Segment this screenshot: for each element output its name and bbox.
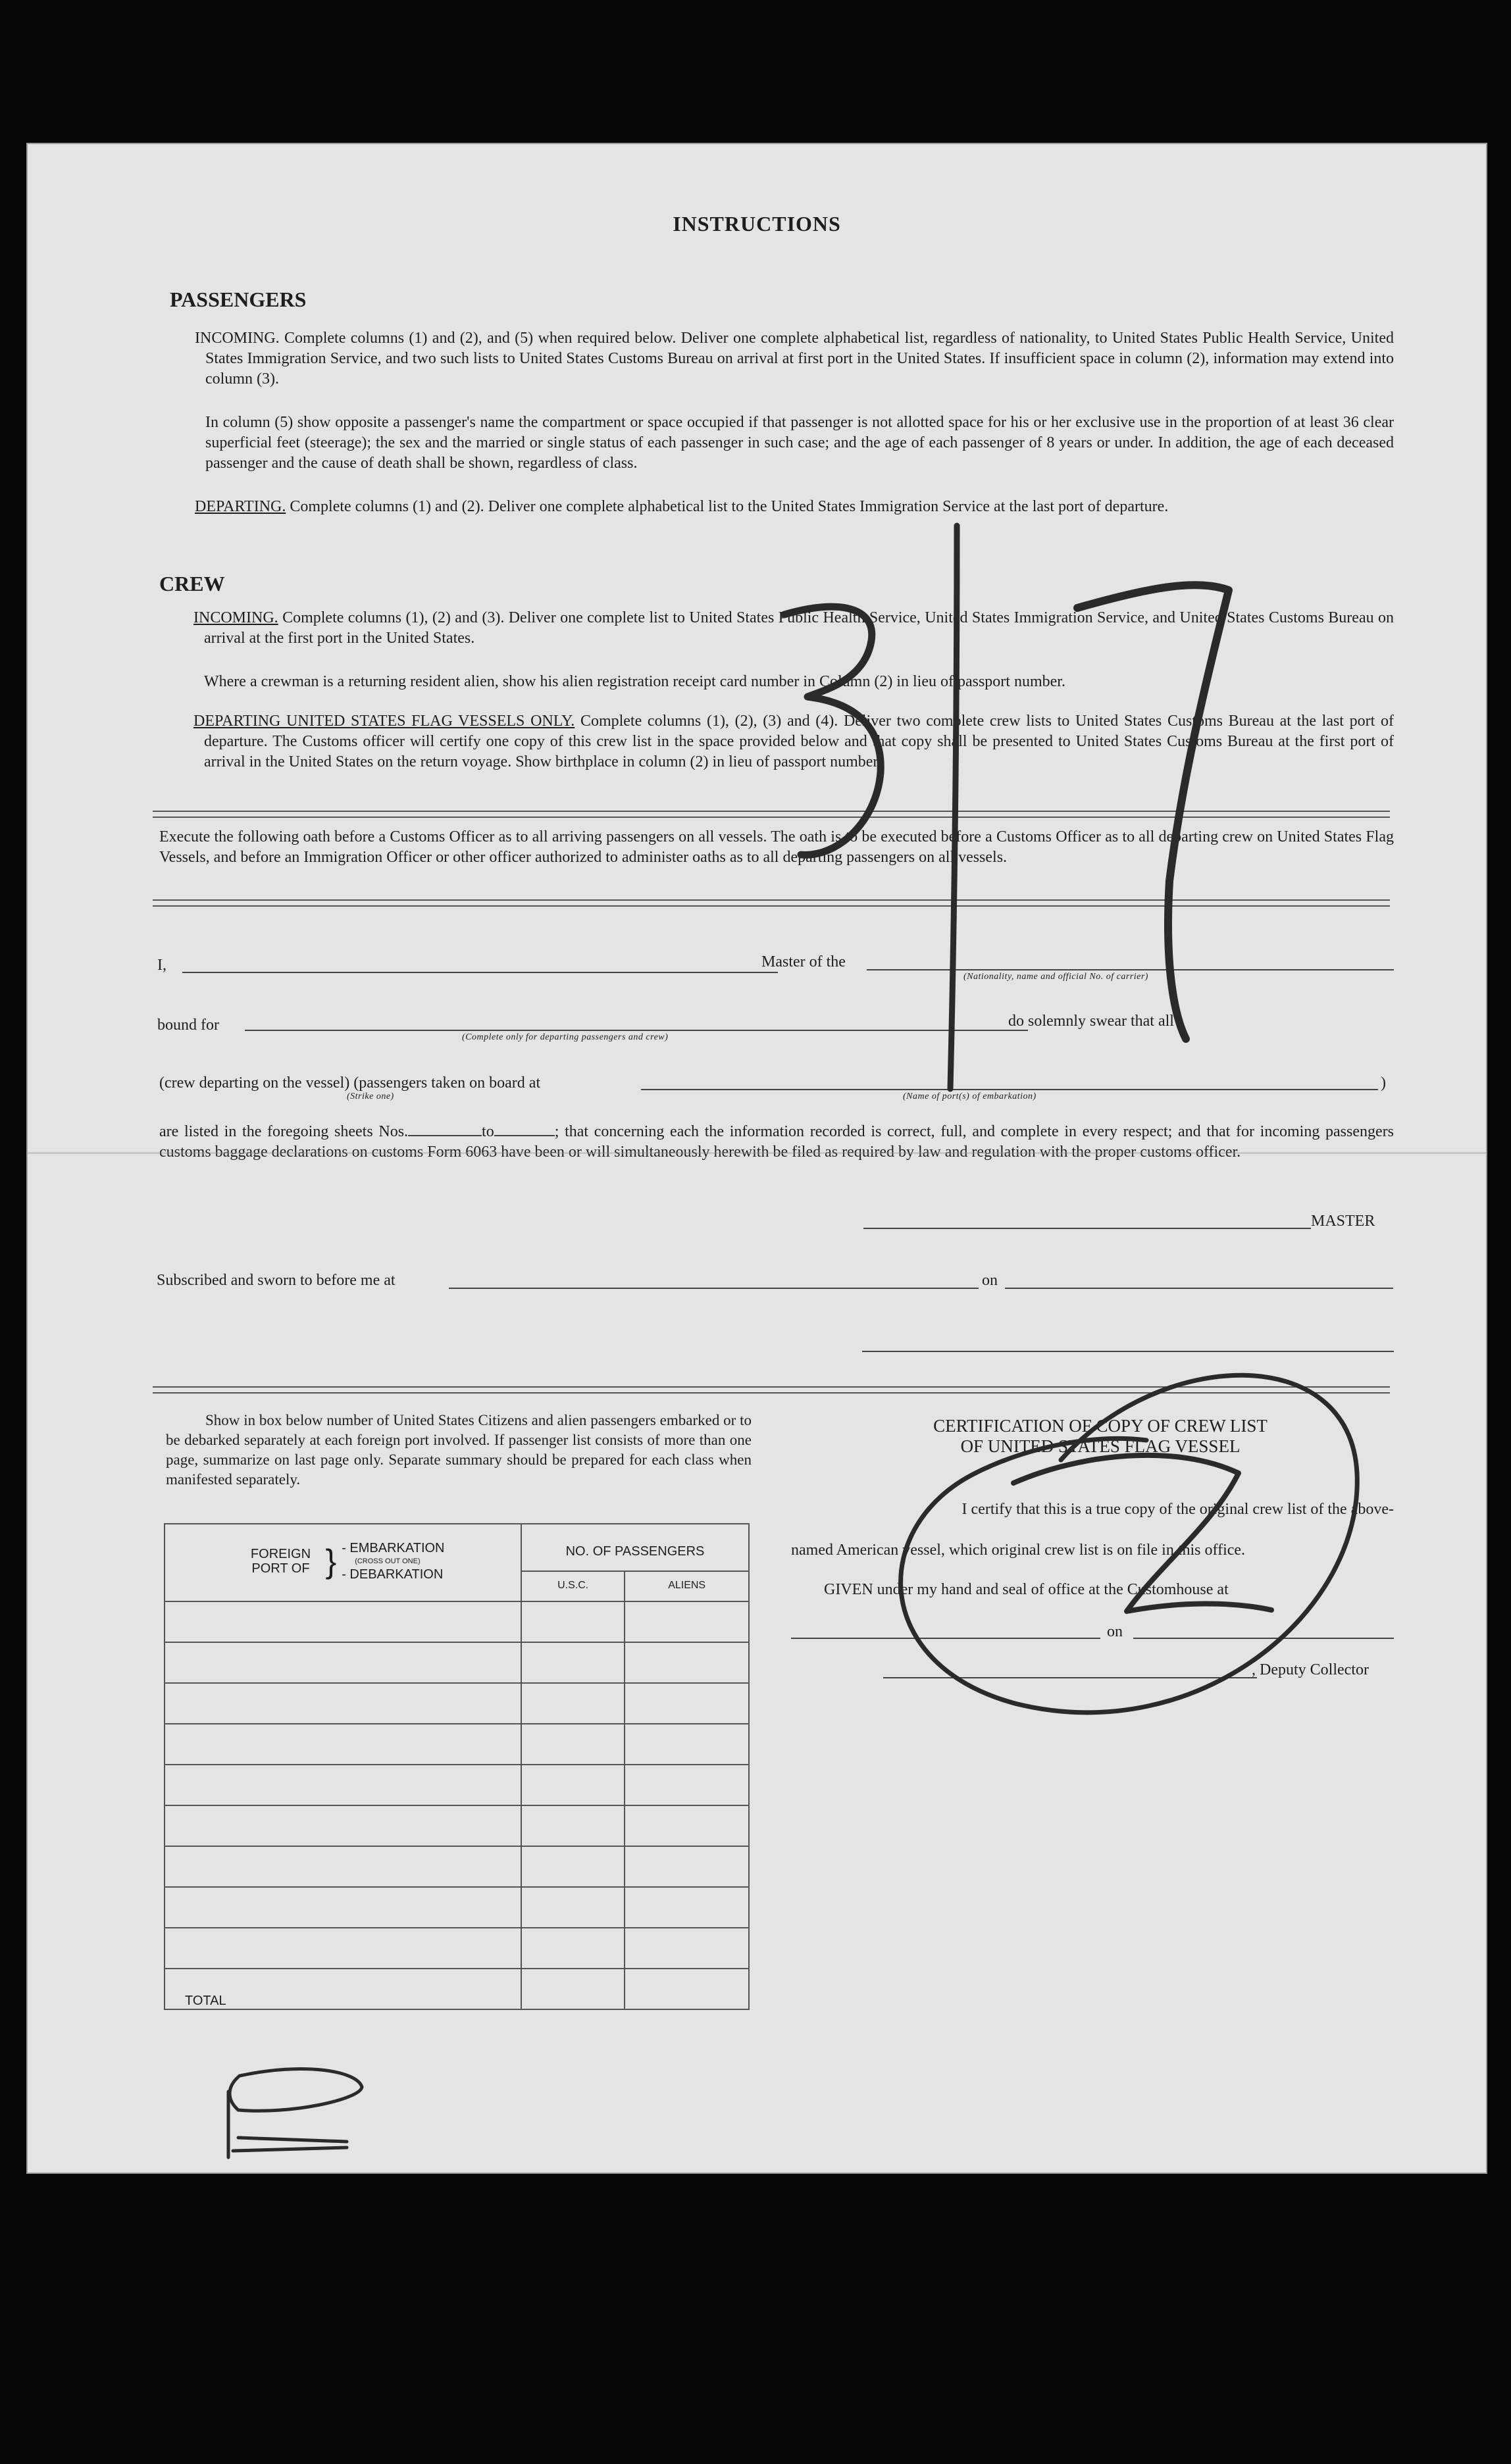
- corner-scribble: [228, 2069, 362, 2157]
- handwriting-marks: [28, 144, 1486, 2173]
- swear-label: do solemnly swear that all: [1008, 1013, 1174, 1030]
- document-sheet: [26, 143, 1487, 2174]
- passengers-departing-label: DEPARTING.: [195, 498, 286, 515]
- passengers-departing-text: Complete columns (1) and (2). Deliver one complete alphabetical list to the United States Immigration Service at the last port of departure.: [290, 498, 1169, 515]
- passengers-incoming-label: INCOMING.: [195, 330, 280, 347]
- debarkation-label: - DEBARKATION: [342, 1567, 444, 1582]
- bound-for-label: bound for: [157, 1017, 219, 1034]
- certification-line-3: GIVEN under my hand and seal of office at the Customhouse at: [824, 1581, 1229, 1598]
- certification-line-1: I certify that this is a true copy of the original crew list of the above-: [961, 1501, 1394, 1518]
- usc-header: U.S.C.: [521, 1571, 625, 1601]
- total-label: TOTAL: [165, 1969, 521, 2009]
- handwritten-3: [784, 607, 881, 855]
- page-title: INSTRUCTIONS: [673, 212, 841, 236]
- sheets-to-text: to: [482, 1123, 494, 1140]
- certification-heading-1: CERTIFICATION OF COPY OF CREW LIST: [933, 1416, 1268, 1436]
- passengers-column5-paragraph: In column (5) show opposite a passenger's name the compartment or space occupied if that passenger is not allotted space for his or her exclusive use in the proportion of at least 36 clear superficial feet (steerage); the sex and the married or single status of each passenger in such case; and the age of each passenger of 8 years or under. In addition, the age of each deceased passenger and the cause of death shall be shown, regardless of class.: [205, 414, 1394, 472]
- subscribed-on-label: on: [982, 1272, 998, 1289]
- circled-numeral-2: [1013, 1455, 1271, 1611]
- sheets-pre-text: are listed in the foregoing sheets Nos.: [159, 1123, 409, 1140]
- handwritten-7: [1077, 585, 1229, 1039]
- crew-resident-paragraph: Where a crewman is a returning resident alien, show his alien registration receipt card number in Column (2) in lieu of passport number.: [204, 673, 1065, 690]
- no-passengers-header: NO. OF PASSENGERS: [521, 1524, 749, 1571]
- deputy-collector-label: , Deputy Collector: [1252, 1661, 1369, 1678]
- strike-one-caption: (Strike one): [347, 1092, 394, 1101]
- passengers-heading: PASSENGERS: [170, 288, 307, 311]
- close-paren: ): [1381, 1074, 1386, 1092]
- crew-departing-text: Complete columns (1), (2), (3) and (4). Deliver two complete crew lists to United States Customs Bureau at the last port of departure. The Customs officer will certify one copy of this crew list in the space provided below and that copy shall be presented to United States Customs Bureau at the first port of arrival in the United States on the return voyage. Show birthplace in column (2) in lieu of passport number.: [204, 713, 1394, 770]
- certification-heading-2: OF UNITED STATES FLAG VESSEL: [960, 1436, 1241, 1456]
- subscribed-label: Subscribed and sworn to before me at: [157, 1272, 396, 1289]
- bound-for-caption: (Complete only for departing passengers and crew): [462, 1032, 669, 1042]
- crew-incoming-text: Complete columns (1), (2) and (3). Deliver one complete list to United States Public Health Service, United States Immigration Service, and United States Customs Bureau on arrival at the first port in the United States.: [204, 609, 1395, 647]
- summary-instructions: Show in box below number of United States Citizens and alien passengers embarked or to be debarked separately at each foreign port involved. If passenger list consists of more than one page, summarize on last page only. Separate summary should be prepared for each class when manifested separately.: [166, 1412, 752, 1488]
- embarkation-label: - EMBARKATION: [342, 1541, 445, 1555]
- scribble-circle: [901, 1375, 1358, 1713]
- oath-i-label: I,: [157, 957, 166, 974]
- crew-passengers-label: (crew departing on the vessel) (passengers taken on board at: [159, 1074, 541, 1092]
- crew-heading: CREW: [159, 572, 225, 595]
- handwritten-1: [950, 526, 957, 1089]
- sheets-post-text: ; that concerning each the information recorded is correct, full, and complete in every respect; and that for incoming passengers customs baggage declarations on customs Form 6063 have been or will simultaneously herewith be filed as required by law and regulation with the proper customs officer.: [159, 1123, 1394, 1161]
- oath-intro-paragraph: Execute the following oath before a Customs Officer as to all arriving passengers on all vessels. The oath is to be executed before a Customs Officer as to all departing crew on United States Flag Vessels, and before an Immigration Officer or other officer authorized to administer oaths as to all departing passengers on all vessels.: [159, 828, 1394, 866]
- port-caption: (Name of port(s) of embarkation): [903, 1092, 1037, 1101]
- crew-departing-label: DEPARTING UNITED STATES FLAG VESSELS ONLY.: [193, 713, 575, 730]
- passengers-incoming-text: Complete columns (1) and (2), and (5) when required below. Deliver one complete alphabetical list, regardless of nationality, to United States Public Health Service, United States Immigration Service, and two such lists to United States Customs Bureau on arrival at first port in the United States. If insufficient space in column (2), information may extend into column (3).: [205, 330, 1394, 388]
- certification-on-label: on: [1107, 1623, 1123, 1640]
- certification-line-2: named American vessel, which original crew list is on file in this office.: [791, 1542, 1246, 1559]
- master-label: MASTER: [1311, 1213, 1375, 1230]
- master-of-label: Master of the: [761, 953, 846, 970]
- aliens-header: ALIENS: [625, 1571, 749, 1601]
- carrier-caption: (Nationality, name and official No. of carrier): [963, 972, 1148, 982]
- cross-out-caption: (CROSS OUT ONE): [355, 1557, 421, 1565]
- port-header-cell: FOREIGN PORT OF } - EMBARKATION (CROSS OUT ONE) - DEBARKATION: [165, 1524, 521, 1601]
- foreign-port-label: FOREIGN PORT OF: [250, 1547, 311, 1576]
- crew-incoming-label: INCOMING.: [193, 609, 278, 626]
